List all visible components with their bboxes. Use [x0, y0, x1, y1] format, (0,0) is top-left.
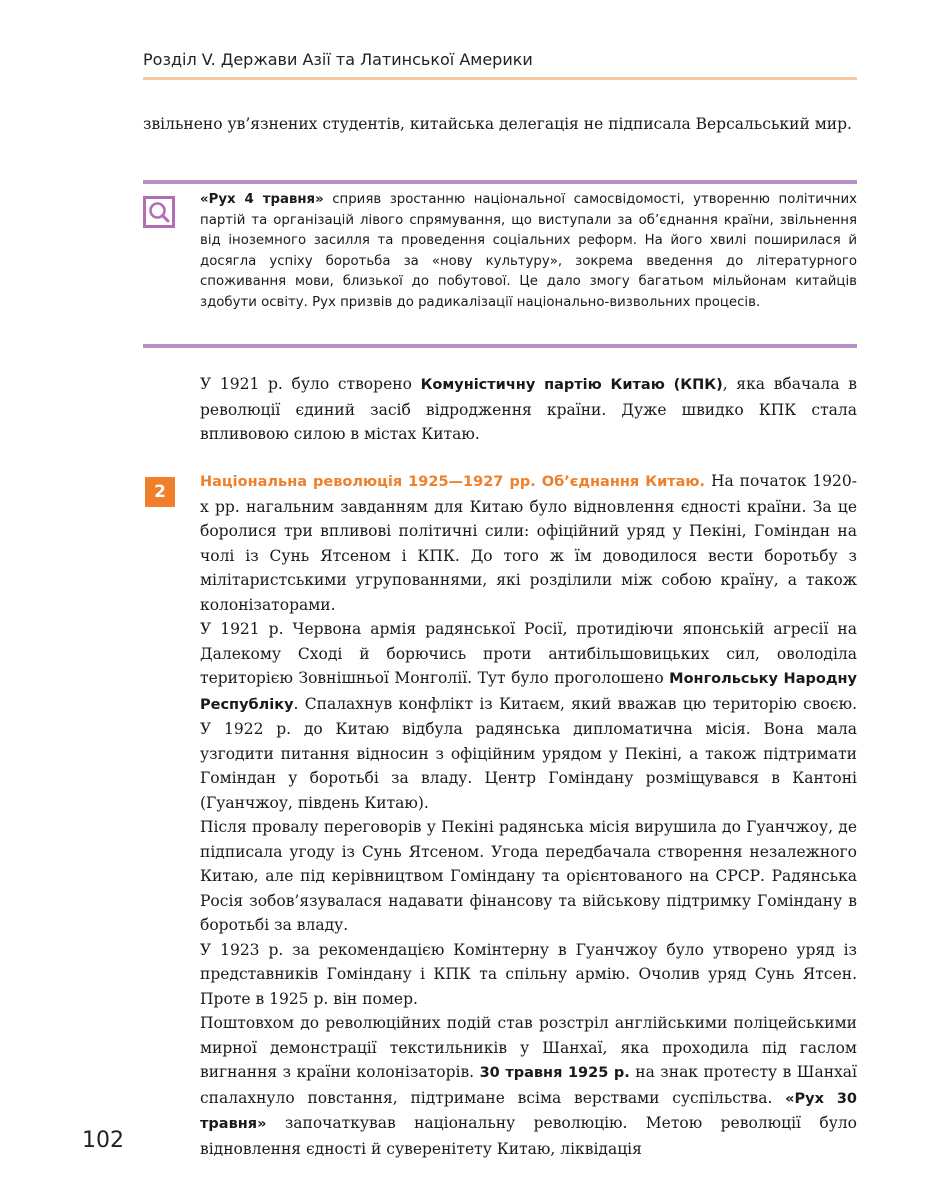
- running-title: Розділ V. Держави Азії та Латинської Америки: [143, 50, 533, 69]
- section-body: [200, 469, 857, 1161]
- date-bold: 30 травня 1925 р.: [479, 1065, 630, 1081]
- info-box-lead: «Рух 4 травня»: [200, 192, 324, 207]
- intro-text: звільнено ув’язнених студентів, китайська делегація не підписала Версальський мир.: [143, 115, 852, 133]
- kpk-text-before: У 1921 р. було створено: [200, 375, 421, 393]
- kpk-paragraph: [200, 372, 857, 447]
- header-rule: [143, 77, 857, 80]
- section-p2-after: . Спалахнув конфлікт із Китаєм, який вважав цю територію своєю. У 1922 р. до Китаю відбула радянська дипломатична місія. Вона мала узгодити питання відносин з офіційним урядом у Пекіні, а також підтримати Гоміндан у боротьбі за владу. Центр Гоміндану розміщувався в Кантоні (Гуанчжоу, південь Китаю).: [200, 694, 857, 812]
- magnifier-icon: [143, 196, 175, 228]
- info-box-text: [200, 190, 857, 313]
- section-paragraph-2: [200, 617, 857, 815]
- info-box-top-rule: [143, 180, 857, 184]
- section-paragraph-1: [200, 469, 857, 617]
- mongolian-republic-bold: Монгольську Народну Республіку: [200, 671, 857, 713]
- kpk-bold: Комуністичну партію Китаю (КПК): [420, 377, 723, 393]
- movement-bold: «Рух 30 травня»: [200, 1090, 857, 1132]
- section-paragraph-5: [200, 1011, 857, 1161]
- section-paragraph-3: Після провалу переговорів у Пекіні радянська місія вирушила до Гуанчжоу, де підписала угоду із Сунь Ятсеном. Угода передбачала створення незалежного Китаю, але під керівництвом Гоміндану та орієнтованого на СРСР. Радянська Росія зобов’язувалася надавати фінансову та військову підтримку Гоміндану в боротьбі за владу.: [200, 818, 857, 934]
- section-p5-after: започаткував національну революцію. Метою революції було відновлення єдності й суверенітету Китаю, ліквідація: [200, 1114, 857, 1158]
- section-p5-before: Поштовхом до революційних подій став розстріл англійськими поліцейськими мирної демонстрації текстильників у Шанхаї, яка проходила під гаслом вигнання з країни колонізаторів.: [200, 1014, 857, 1081]
- info-box-body: сприяв зростанню національної самосвідомості, утворенню політичних партій та організацій лівого спрямування, що виступали за об’єднання країни, звільнення від іноземного засилля та проведення соціальних реформ. На його хвилі поширилася й досягла успіху боротьба за «нову культуру», зокрема введення до літературного споживання мови, близької до побутової. Це дало змогу багатьом мільйонам китайців здобути освіту. Рух призвів до радикалізації національно-визвольних процесів.: [200, 192, 857, 310]
- section-p5-mid: на знак протесту в Шанхаї спалахнуло повстання, підтримане всіма верствами суспільства.: [200, 1063, 857, 1107]
- section-number-badge: 2: [145, 477, 175, 507]
- section-p2-before: У 1921 р. Червона армія радянської Росії, протидіючи японській агресії на Далекому Сході й борючись проти антибільшовицьких сил, оволоділа територією Зовнішньої Монголії. Тут було проголошено: [200, 620, 857, 687]
- section-paragraph-4: У 1923 р. за рекомендацією Комінтерну в Гуанчжоу було утворено уряд із представників Гоміндану і КПК та спільну армію. Очолив уряд Сунь Ятсен. Проте в 1925 р. він помер.: [200, 940, 857, 1008]
- section-p1-text: На початок 1920-х рр. нагальним завданням для Китаю було відновлення єдності країни. За це боролися три впливові політичні сили: офіційний уряд у Пекіні, Гоміндан на чолі із Сунь Ятсеном і КПК. До того ж їм доводилося вести боротьбу з мілітаристськими угрупованнями, які розділили між собою країну, а також колонізаторами.: [200, 472, 857, 614]
- page-number: 102: [82, 1128, 124, 1153]
- kpk-text-after: , яка вбачала в революції єдиний засіб відродження країни. Дуже швидко КПК стала впливовою силою в містах Китаю.: [200, 375, 857, 443]
- section-heading: Національна революція 1925—1927 рр. Об’єднання Китаю.: [200, 474, 706, 490]
- info-box-bottom-rule: [143, 344, 857, 348]
- intro-paragraph: [143, 112, 857, 137]
- info-box: [143, 180, 857, 348]
